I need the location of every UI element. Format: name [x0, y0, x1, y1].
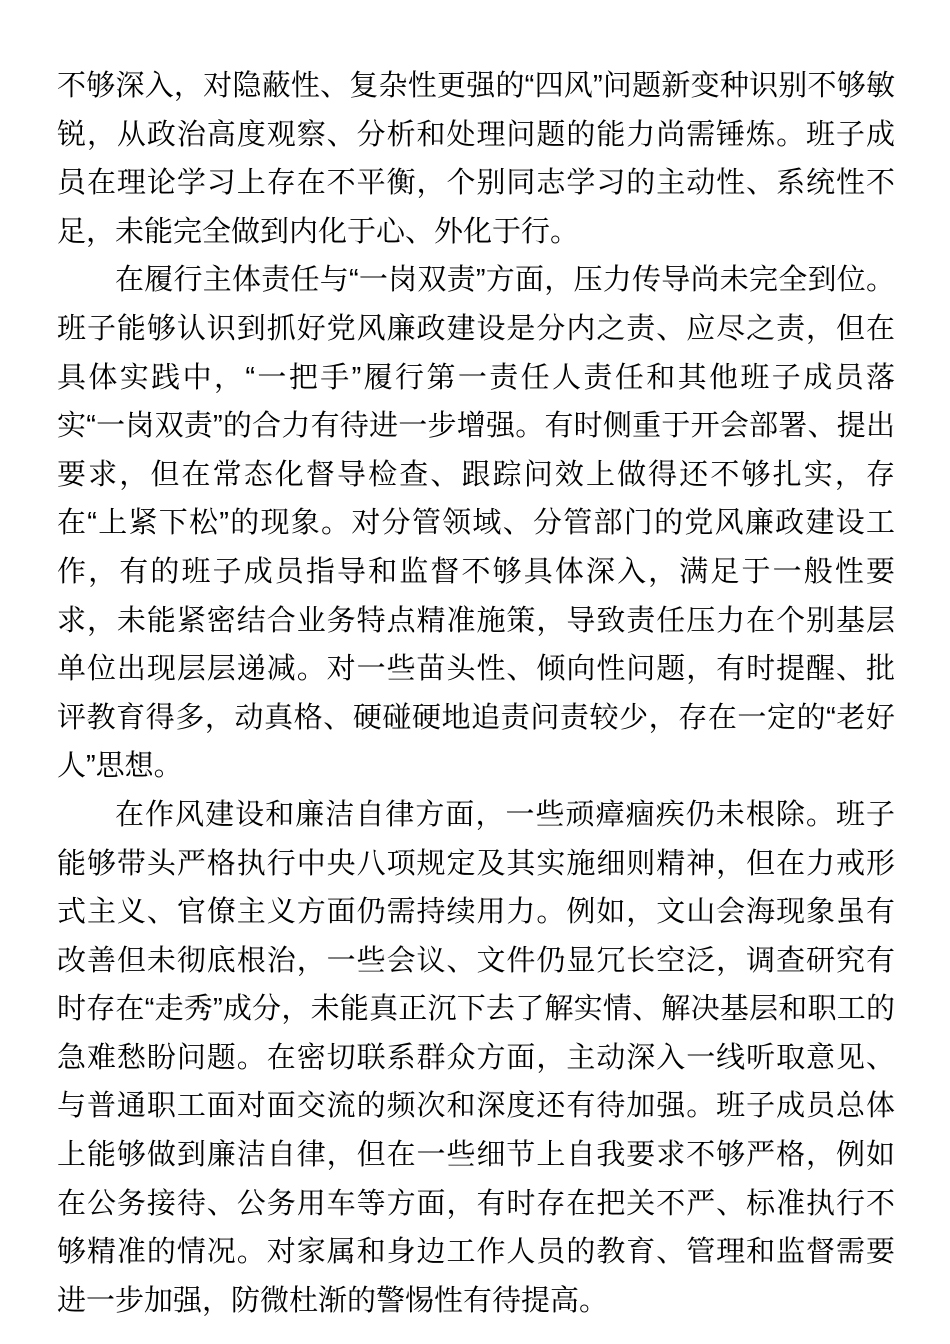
document-body	[57, 62, 895, 1325]
paragraph-zhuti-zeren: 在履行主体责任与“一岗双责”方面，压力传导尚未完全到位。班子能够认识到抓好党风廉政建设是分内之责、应尽之责，但在具体实践中，“一把手”履行第一责任人责任和其他班子成员落实“一岗双责”的合力有待进一步增强。有时侧重于开会部署、提出要求，但在常态化督导检查、跟踪问效上做得还不够扎实，存在“上紧下松”的现象。对分管领域、分管部门的党风廉政建设工作，有的班子成员指导和监督不够具体深入，满足于一般性要求，未能紧密结合业务特点精准施策，导致责任压力在个别基层单位出现层层递减。对一些苗头性、倾向性问题，有时提醒、批评教育得多，动真格、硬碰硬地追责问责较少，存在一定的“老好人”思想。	[57, 264, 895, 783]
paragraph-zuofeng-lianjie: 在作风建设和廉洁自律方面，一些顽瘴痼疾仍未根除。班子能够带头严格执行中央八项规定及其实施细则精神，但在力戒形式主义、官僚主义方面仍需持续用力。例如，文山会海现象虽有改善但未彻底根治，一些会议、文件仍显冗长空泛，调查研究有时存在“走秀”成分，未能真正沉下去了解实情、解决基层和职工的急难愁盼问题。在密切联系群众方面，主动深入一线听取意见、与普通职工面对面交流的频次和深度还有待加强。班子成员总体上能够做到廉洁自律，但在一些细节上自我要求不够严格，例如在公务接待、公务用车等方面，有时存在把关不严、标准执行不够精准的情况。对家属和身边工作人员的教育、管理和监督需要进一步加强，防微杜渐的警惕性有待提高。	[57, 798, 895, 1317]
paragraph-continued: 不够深入，对隐蔽性、复杂性更强的“四风”问题新变种识别不够敏锐，从政治高度观察、分析和处理问题的能力尚需锤炼。班子成员在理论学习上存在不平衡，个别同志学习的主动性、系统性不足，未能完全做到内化于心、外化于行。	[57, 70, 895, 248]
